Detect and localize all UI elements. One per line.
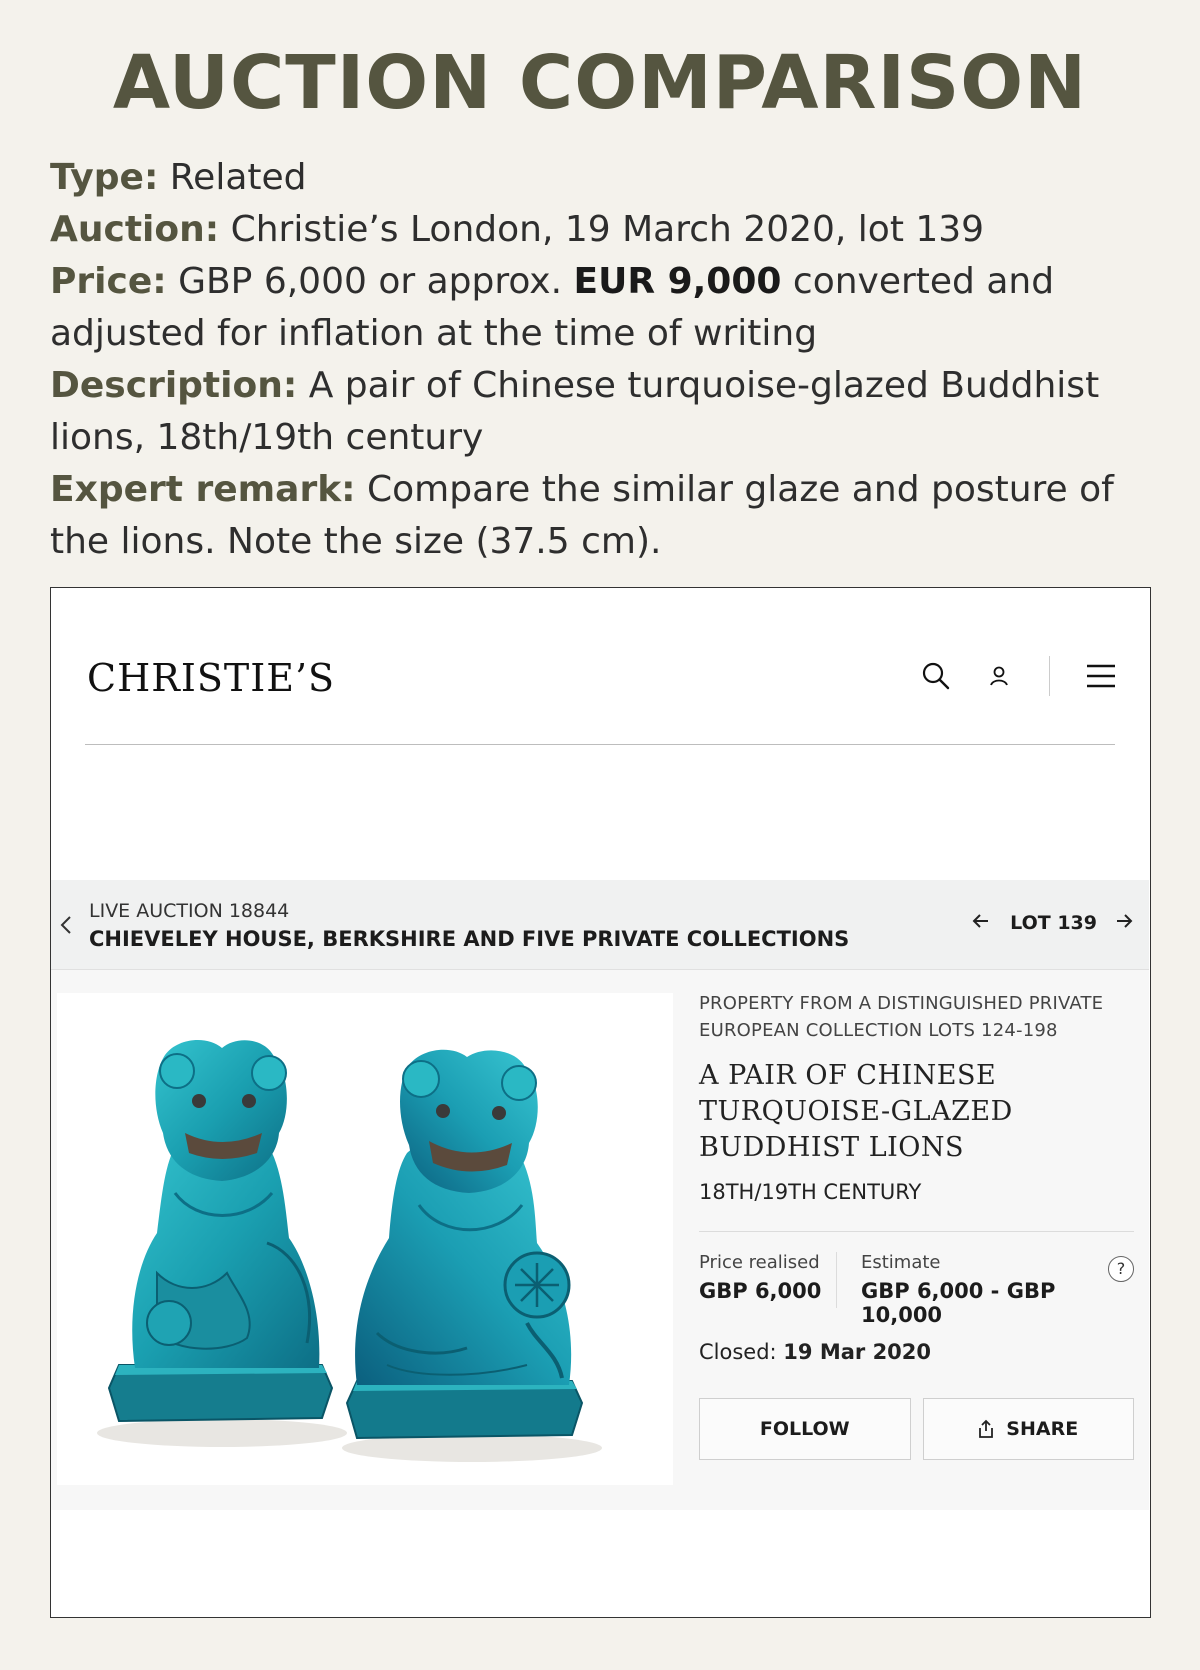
header-icons [921, 656, 1116, 696]
price-realised-value: GBP 6,000 [699, 1279, 822, 1303]
header-divider [1049, 656, 1050, 696]
chevron-left-icon[interactable] [59, 914, 73, 940]
closed-date [699, 1340, 1134, 1364]
remark-value: Compare the similar glaze and posture of the lions. Note the size (37.5 cm). [50, 469, 1114, 562]
action-buttons [699, 1398, 1134, 1460]
screenshot-frame [50, 587, 1151, 1618]
auction-bar [51, 880, 1149, 970]
lot-content [51, 970, 1149, 1510]
arrow-left-icon[interactable] [972, 912, 990, 934]
price-eur: EUR 9,000 [573, 261, 782, 302]
lot-number: LOT 139 [1010, 912, 1097, 934]
remark-line [50, 464, 1160, 568]
left-lion [109, 1040, 332, 1421]
type-line [50, 152, 1160, 204]
closed-value: 19 Mar 2020 [783, 1340, 932, 1364]
type-key: Type: [50, 157, 159, 198]
price-realised-label: Price realised [699, 1252, 820, 1273]
menu-icon[interactable] [1086, 663, 1116, 689]
price-divider [836, 1252, 837, 1308]
price-key: Price: [50, 261, 167, 302]
description-value: A pair of Chinese turquoise-glazed Buddhist lions, 18th/19th century [50, 365, 1100, 458]
share-button[interactable] [923, 1398, 1135, 1460]
right-lion [347, 1050, 582, 1438]
price-pre: GBP 6,000 or approx. [166, 261, 574, 302]
auction-value: Christie’s London, 19 March 2020, lot 139 [219, 209, 985, 250]
closed-label: Closed: [699, 1340, 784, 1364]
estimate-label: Estimate [861, 1252, 941, 1273]
page-title: AUCTION COMPARISON [112, 40, 1088, 126]
remark-key: Expert remark: [50, 469, 356, 510]
lot-century: 18TH/19TH CENTURY [699, 1180, 922, 1204]
price-post: converted and adjusted for inflation at the time of writing [50, 261, 1055, 354]
auction-number[interactable]: LIVE AUCTION 18844 [89, 900, 290, 922]
buddhist-lions-image [57, 993, 673, 1485]
price-block [699, 1252, 1134, 1327]
share-icon [978, 1419, 994, 1439]
lot-image[interactable] [57, 993, 673, 1485]
auction-key: Auction: [50, 209, 220, 250]
lot-navigation [972, 912, 1133, 934]
christies-logo[interactable]: CHRISTIE’S [87, 656, 336, 700]
lot-title: A PAIR OF CHINESE TURQUOISE-GLAZED BUDDHIST LIONS [699, 1060, 1013, 1163]
help-icon[interactable]: ? [1108, 1256, 1134, 1282]
auction-line [50, 204, 1160, 256]
type-value: Related [158, 157, 307, 198]
estimate [861, 1252, 1134, 1327]
follow-button[interactable] [699, 1398, 911, 1460]
description-key: Description: [50, 365, 298, 406]
lot-details [699, 990, 1134, 1460]
provenance-text: PROPERTY FROM A DISTINGUISHED PRIVATE EUROPEAN COLLECTION LOTS 124-198 [699, 993, 1104, 1041]
price-line [50, 256, 1160, 360]
share-label: SHARE [1006, 1418, 1079, 1440]
search-icon[interactable] [921, 661, 951, 691]
arrow-right-icon[interactable] [1115, 912, 1133, 934]
price-realised [699, 1252, 821, 1303]
auction-name[interactable]: CHIEVELEY HOUSE, BERKSHIRE AND FIVE PRIVATE COLLECTIONS [89, 927, 850, 951]
estimate-value: GBP 6,000 - GBP 10,000 [861, 1279, 1056, 1327]
details-divider [699, 1231, 1134, 1232]
description-line [50, 360, 1160, 464]
user-icon[interactable] [987, 664, 1011, 688]
header-divider-line [85, 744, 1115, 745]
follow-label: FOLLOW [759, 1418, 850, 1440]
comparison-info [50, 152, 1160, 568]
